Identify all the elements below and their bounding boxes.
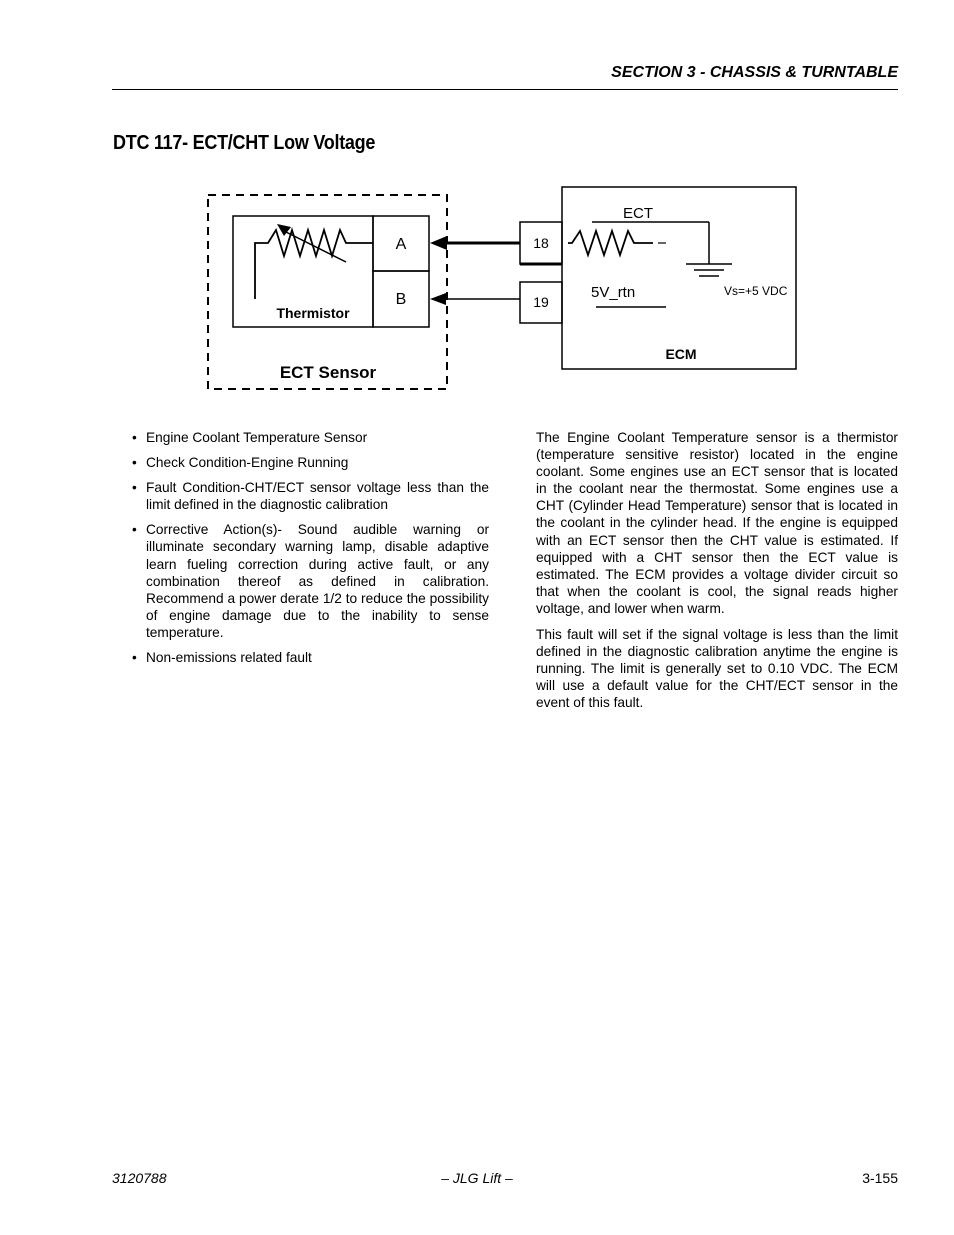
ect-label: ECT: [623, 205, 653, 222]
description-paragraph: This fault will set if the signal voltage is less than the limit defined in the diagnostic calibration anytime the engine is running. The limit is generally set to 0.10 VDC. The ECM will use a default value for the CHT/ECT sensor in the event of this fault.: [536, 627, 898, 711]
bullet-icon: •: [132, 430, 137, 445]
page-number: 3-155: [862, 1170, 898, 1186]
ecm-box: [562, 187, 796, 369]
list-item: • Corrective Action(s)- Sound audible warning or illuminate secondary warning lamp, disable adaptive learn fueling correction during active fault, or any combination thereof as defined in calibration. Recommend a power derate 1/2 to reduce the possibility of engine damage due to the inability to sense temperature.: [132, 522, 489, 640]
pin-b-label: B: [395, 291, 407, 308]
list-item: • Non-emissions related fault: [132, 650, 312, 666]
fault-summary-list: [132, 429, 489, 674]
page-title: DTC 117- ECT/CHT Low Voltage: [113, 132, 376, 154]
list-item: • Check Condition-Engine Running: [132, 455, 349, 471]
ecm-label: ECM: [665, 346, 697, 362]
list-item: • Engine Coolant Temperature Sensor: [132, 430, 368, 445]
list-item: • Fault Condition-CHT/ECT sensor voltage less than the limit defined in the diagnostic calibration: [132, 480, 489, 513]
footer-publisher: – JLG Lift –: [441, 1170, 513, 1186]
bullet-icon: •: [132, 522, 137, 538]
wire-b-arrow: [430, 293, 446, 305]
wiring-diagram: [0, 0, 954, 420]
doc-number: 3120788: [112, 1170, 167, 1186]
bullet-icon: •: [132, 480, 137, 496]
bullet-icon: •: [132, 455, 137, 471]
thermistor-label: Thermistor: [276, 305, 350, 321]
thermistor-arrow-line: [282, 230, 346, 262]
sensor-label: ECT Sensor: [279, 363, 377, 382]
pin-19-label: 19: [533, 294, 549, 310]
bullet-icon: •: [132, 650, 137, 666]
pin-a-label: A: [395, 236, 407, 253]
wire-a-arrow: [430, 236, 447, 250]
thermistor-symbol: [255, 230, 373, 299]
description-column: [536, 429, 898, 721]
sensor-enclosure: [208, 195, 447, 389]
rtn-label: 5V_rtn: [591, 284, 636, 301]
vs-label: Vs=+5 VDC: [724, 284, 788, 298]
ecm-resistor: [568, 231, 653, 255]
section-header: SECTION 3 - CHASSIS & TURNTABLE: [611, 64, 898, 81]
description-paragraph: The Engine Coolant Temperature sensor is a thermistor (temperature sensitive resistor) located in the engine coolant. Some engines use an ECT sensor that is located in the coolant near the thermostat. Some engines use a CHT (Cylinder Head Temperature) sensor that is located in the coolant in the cylinder head. If the engine is equipped with an ECT sensor then the CHT value is estimated. If equipped with a CHT sensor then the ECT value is estimated. The ECM provides a voltage divider circuit so that when the coolant is cool, the signal reads higher voltage, and lower when warm.: [536, 430, 898, 616]
pin-18-label: 18: [533, 235, 549, 251]
